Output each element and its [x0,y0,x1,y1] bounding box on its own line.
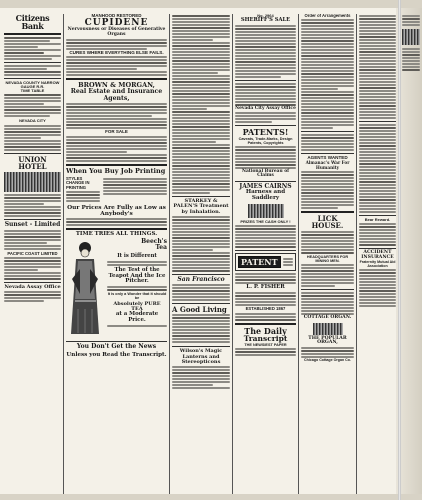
column-5 [301,14,354,496]
caveats-line: Caveats, Trade-Marks, Design Patents, Copyrights [238,136,293,145]
read-transcript-heading: Unless you Read the Transcript. [66,352,167,359]
san-francisco-heading: San Francisco [177,275,225,283]
moderate-price-heading: at a Moderate Price. [115,311,159,324]
hotel-engraving [4,172,61,192]
timetable-heading: TIME TABLE [20,88,45,94]
bear-reward-heading: Bear Reward. [364,217,391,222]
column-rule [63,14,64,494]
almanac-heading: Almanac's War For Humanity [305,160,350,170]
arrangements-heading: Order of Arrangements [304,14,351,18]
cupidene-kicker: MANHOOD RESTORED [91,14,142,18]
brown-morgan-heading: BROWN & MORGAN, [78,81,155,90]
chicago-organ-line: Chicago Cottage Organ Co. [304,358,351,363]
styles-change-heading: STYLES CHANGE IN PRINTING [66,175,90,190]
prices-heading: Our Prices Are Fully as Low as Anybody's [67,204,166,218]
page-fold [398,0,401,500]
national-bureau-heading: National Bureau of Claims [241,168,290,179]
masthead-citizens-bank: Citizens Bank [15,14,50,32]
tea-figure-icon [66,239,104,339]
column-rule [298,14,299,494]
time-tries-heading: TIME TRIES ALL THINGS. [75,231,158,238]
sunset-limited-heading: Sunset - Limited [4,221,61,229]
starkey-palen-heading: STARKEY & PALEN'S Treatment by Inhalation. [173,198,229,215]
union-hotel-heading: UNION HOTEL [18,154,47,171]
dont-get-news-heading: You Don't Get the News [76,342,157,350]
fraternity-line: Fraternity Mutual Aid Association [359,259,396,268]
wonder-line: It is only a Wonder that it should be [107,291,167,300]
transcript-heading: Transcript [243,333,288,343]
prizes-line: PRIZES THE CASH ONLY ! [240,218,291,224]
column-rule [169,14,170,494]
cottage-organ-heading: COTTAGE ORGAN. [303,314,352,320]
newsiest-line: THE NEWSIEST PAPER [244,342,287,347]
saddle-engraving [248,204,284,218]
column-3 [172,14,230,496]
accident-insurance-heading: ACCIDENT INSURANCE [361,250,394,260]
top-margin [0,0,422,8]
nevada-city-heading: NEVADA CITY [19,118,46,124]
patents-heading: PATENTS! [242,127,289,138]
cupidene-title: CUPIDENE [84,17,149,28]
headquarters-line: HEADQUARTERS FOR MINING MEN. [306,254,349,263]
geisha-illustration [66,239,104,339]
real-estate-heading: Real Estate and Insurance Agents, [70,88,163,102]
notice-number: No. 2964 [257,14,274,18]
agents-wanted-heading: AGENTS WANTED [307,155,348,161]
popular-organ-heading: THE POPULAR ORGAN, [308,335,347,346]
column-1 [4,14,61,496]
column-rule [232,14,233,494]
cupidene-subtitle: Nervousness or Diseases of Generative Organs [67,27,166,37]
column-6 [359,14,396,496]
cures-heading: CURES WHERE EVERYTHING ELSE FAILS. [69,49,164,55]
adjacent-engraving [402,29,420,45]
railroad-heading: NEVADA COUNTY NARROW GAUGE R.R. [5,79,60,89]
patent-badge: PATENT [238,256,281,268]
beech-heading: Beech's [141,237,167,245]
absolutely-pure-heading: Absolutely PURE TEA [113,300,161,313]
sheriffs-sale-heading: SHERIFF'S SALE [240,17,291,24]
harness-heading: Harness and Saddlery [245,189,286,202]
test-teapot-heading: The Test of the Teapot And the Ice Pitcher. [108,266,166,285]
lick-house-heading: LICK HOUSE. [311,214,344,231]
for-sale-heading: FOR SALE [105,129,128,135]
adjacent-page-edge [402,14,420,496]
magic-lanterns-heading: Wilson's Magic Lanterns and Stereopticons [179,348,223,365]
pacific-coast-limited-heading: PACIFIC COAST LIMITED [7,250,58,256]
assay-office-heading: Nevada Assay Office [4,283,61,290]
fisher-heading: L. P. FISHER [246,284,285,291]
tea-heading: Tea [155,244,167,252]
assay-office-heading-2: Nevada City Assay Office [235,105,296,111]
column-2 [66,14,167,496]
column-rule [356,14,357,494]
james-cairns-heading: JAMES CAIRNS [239,182,292,190]
daily-heading: The Daily [244,325,287,336]
job-printing-heading: When You Buy Job Printing [66,166,166,175]
established-line: ESTABLISHED 1867 [245,306,286,312]
organ-engraving [313,323,343,335]
different-heading: It is Different [117,253,157,260]
column-4 [235,14,296,496]
good-living-heading: A Good Living [172,305,227,315]
